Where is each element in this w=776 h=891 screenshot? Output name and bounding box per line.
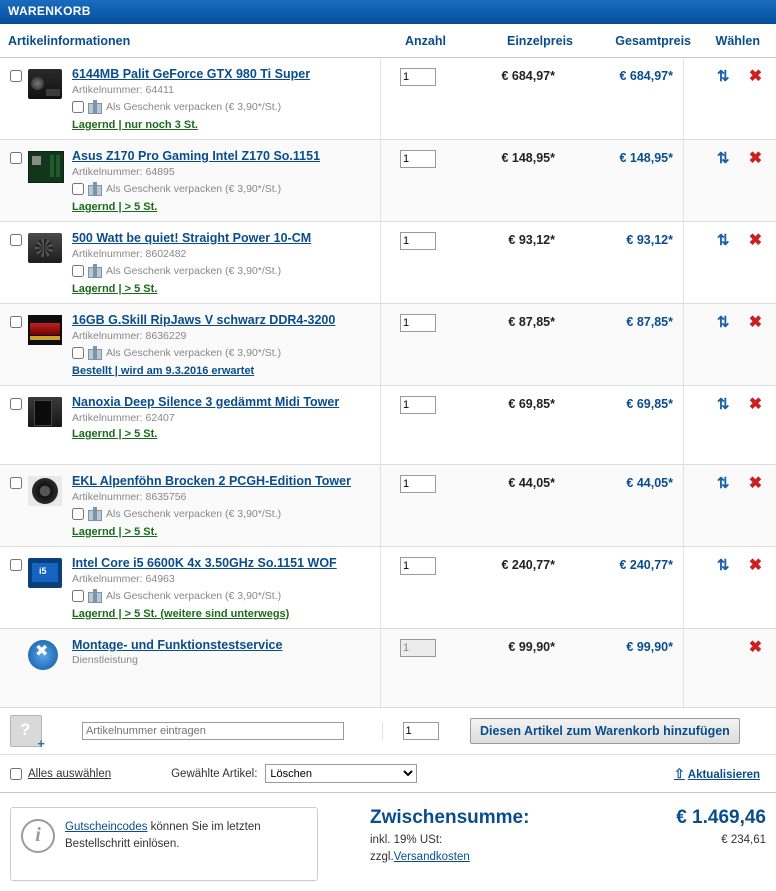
row-actions-cell — [683, 547, 776, 628]
quantity-input[interactable] — [400, 150, 436, 168]
delete-item-icon[interactable]: ✖ — [748, 639, 763, 656]
article-number: Artikelnummer: 64895 — [72, 166, 175, 178]
add-article-qty-cell — [382, 722, 458, 740]
product-name-link[interactable]: 6144MB Palit GeForce GTX 980 Ti Super — [72, 67, 311, 81]
update-quantity-icon[interactable]: ⇅ — [716, 557, 730, 574]
delete-item-icon[interactable]: ✖ — [748, 475, 763, 492]
selection-bar — [0, 755, 776, 793]
quantity-cell — [380, 304, 455, 385]
quantity-input[interactable] — [400, 68, 436, 86]
quantity-input[interactable] — [400, 232, 436, 250]
gift-wrap-label: Als Geschenk verpacken (€ 3,90*/St.) — [106, 183, 282, 195]
add-article-qty-input[interactable] — [403, 722, 439, 740]
row-select-checkbox[interactable] — [10, 234, 22, 246]
gift-icon — [88, 346, 102, 360]
quantity-cell — [380, 547, 455, 628]
article-number: Artikelnummer: 8636229 — [72, 330, 187, 342]
update-quantity-icon[interactable]: ⇅ — [716, 68, 730, 85]
subtotal-value: € 1.469,46 — [676, 807, 766, 828]
total-price: € 69,85* — [626, 397, 673, 411]
table-row — [0, 547, 776, 629]
stock-status[interactable]: Lagernd | nur noch 3 St. — [72, 119, 198, 131]
refresh-icon: ⇧ — [673, 765, 685, 781]
row-actions-cell — [683, 58, 776, 139]
refresh-cart-link[interactable] — [674, 766, 768, 782]
table-row — [0, 58, 776, 140]
vat-value: € 234,61 — [721, 834, 766, 846]
delete-item-icon[interactable]: ✖ — [748, 557, 763, 574]
total-price: € 148,95* — [619, 151, 673, 165]
product-name-link[interactable]: EKL Alpenföhn Brocken 2 PCGH-Edition Tower — [72, 474, 351, 488]
coupon-link[interactable]: Gutscheincodes — [65, 821, 148, 833]
product-image-cell — [28, 547, 72, 628]
product-name-link[interactable]: Asus Z170 Pro Gaming Intel Z170 So.1151 — [72, 149, 321, 163]
gift-wrap-checkbox[interactable] — [72, 347, 84, 359]
gift-wrap-checkbox[interactable] — [72, 265, 84, 277]
gift-wrap-checkbox[interactable] — [72, 590, 84, 602]
article-number: Artikelnummer: 64963 — [72, 573, 175, 585]
unit-price: € 240,77* — [501, 558, 555, 572]
row-select-cell — [0, 222, 28, 303]
total-price: € 240,77* — [619, 558, 673, 572]
table-row — [0, 304, 776, 386]
product-image-cell — [28, 629, 72, 707]
total-price: € 684,97* — [619, 69, 673, 83]
total-price: € 87,85* — [626, 315, 673, 329]
cart-footer — [0, 793, 776, 891]
total-price: € 93,12* — [626, 233, 673, 247]
product-image-cell — [28, 222, 72, 303]
table-row — [0, 386, 776, 465]
row-select-checkbox[interactable] — [10, 477, 22, 489]
quantity-cell — [380, 140, 455, 221]
summary-box — [318, 807, 766, 881]
add-article-row — [0, 708, 776, 755]
row-select-cell — [0, 304, 28, 385]
delete-item-icon[interactable]: ✖ — [748, 314, 763, 331]
product-thumbnail — [28, 233, 62, 263]
update-quantity-icon[interactable]: ⇅ — [716, 232, 730, 249]
stock-status[interactable]: Lagernd | > 5 St. — [72, 283, 158, 295]
shipping-prefix: zzgl. — [370, 851, 394, 863]
product-image-cell — [28, 140, 72, 221]
unit-price: € 44,05* — [508, 476, 555, 490]
table-row — [0, 140, 776, 222]
unit-price: € 87,85* — [508, 315, 555, 329]
coupon-text — [65, 819, 307, 852]
row-select-checkbox[interactable] — [10, 70, 22, 82]
subtotal-row — [370, 807, 766, 829]
quantity-cell — [380, 222, 455, 303]
gift-wrap-label: Als Geschenk verpacken (€ 3,90*/St.) — [106, 101, 282, 113]
product-name-link[interactable]: Nanoxia Deep Silence 3 gedämmt Midi Tower — [72, 395, 340, 409]
gift-wrap-label: Als Geschenk verpacken (€ 3,90*/St.) — [106, 508, 282, 520]
row-actions-cell — [683, 222, 776, 303]
cart-item-list — [0, 58, 776, 708]
gift-wrap-label: Als Geschenk verpacken (€ 3,90*/St.) — [106, 347, 282, 359]
add-article-input-cell — [20, 722, 382, 740]
product-name-link[interactable]: Montage- und Funktionstestservice — [72, 638, 283, 652]
column-header-select: Wählen — [715, 34, 760, 48]
product-info-cell — [72, 140, 380, 221]
quantity-input[interactable] — [400, 314, 436, 332]
product-info-cell — [72, 222, 380, 303]
unit-price: € 99,90* — [508, 640, 555, 654]
subtotal-label: Zwischensumme: — [370, 807, 530, 828]
refresh-label: Aktualisieren — [687, 768, 760, 781]
article-number: Artikelnummer: 8635756 — [72, 491, 187, 503]
product-thumbnail — [28, 397, 62, 427]
select-all-checkbox[interactable] — [10, 768, 22, 780]
coupon-info-box — [10, 807, 318, 881]
quantity-input[interactable] — [400, 475, 436, 493]
table-row — [0, 465, 776, 547]
row-select-cell — [0, 386, 28, 464]
row-select-cell — [0, 58, 28, 139]
quantity-cell — [380, 629, 455, 707]
gift-icon — [88, 100, 102, 114]
row-actions-cell — [683, 304, 776, 385]
article-number: Artikelnummer: 8602482 — [72, 248, 187, 260]
shipping-costs-link[interactable]: Versandkosten — [393, 851, 470, 863]
product-name-link[interactable]: 500 Watt be quiet! Straight Power 10-CM — [72, 231, 312, 245]
table-row — [0, 222, 776, 304]
row-select-checkbox[interactable] — [10, 398, 22, 410]
gift-wrap-option — [72, 100, 374, 114]
total-price: € 99,90* — [626, 640, 673, 654]
shipping-row — [370, 851, 766, 863]
stock-status[interactable]: Bestellt | wird am 9.3.2016 erwartet — [72, 365, 255, 377]
quantity-input[interactable] — [400, 396, 436, 414]
gift-icon — [88, 589, 102, 603]
page-title: WARENKORB — [0, 0, 776, 24]
chosen-items-label: Gewählte Artikel: — [171, 767, 258, 780]
row-select-cell — [0, 140, 28, 221]
product-thumbnail — [28, 315, 62, 345]
info-icon: i — [21, 819, 55, 853]
product-thumbnail — [28, 476, 62, 506]
add-to-cart-button[interactable]: Diesen Artikel zum Warenkorb hinzufügen — [470, 718, 740, 744]
unit-price: € 684,97* — [501, 69, 555, 83]
row-actions-cell — [683, 629, 776, 707]
total-price: € 44,05* — [626, 476, 673, 490]
select-all-label[interactable]: Alles auswählen — [28, 767, 112, 780]
product-image-cell — [28, 386, 72, 464]
product-image-cell — [28, 304, 72, 385]
gift-wrap-checkbox[interactable] — [72, 508, 84, 520]
gift-wrap-checkbox[interactable] — [72, 101, 84, 113]
product-image-cell — [28, 58, 72, 139]
row-select-cell — [0, 465, 28, 546]
row-select-checkbox[interactable] — [10, 152, 22, 164]
bulk-action-select[interactable] — [265, 764, 417, 783]
row-select-cell — [0, 629, 28, 707]
stock-status[interactable]: Lagernd | > 5 St. — [72, 428, 158, 440]
gift-wrap-option — [72, 182, 374, 196]
gift-wrap-checkbox[interactable] — [72, 183, 84, 195]
unit-price: € 148,95* — [501, 151, 555, 165]
column-header-unitprice: Einzelpreis — [507, 34, 573, 48]
article-number: Artikelnummer: 64411 — [72, 84, 174, 96]
article-number: Dienstleistung — [72, 654, 138, 666]
product-thumbnail — [28, 69, 62, 99]
gift-icon — [88, 507, 102, 521]
product-name-link[interactable]: 16GB G.Skill RipJaws V schwarz DDR4-3200 — [72, 313, 336, 327]
row-select-checkbox[interactable] — [10, 559, 22, 571]
gift-wrap-option — [72, 264, 374, 278]
delete-item-icon[interactable]: ✖ — [748, 396, 763, 413]
delete-item-icon[interactable]: ✖ — [748, 68, 763, 85]
gift-wrap-option — [72, 507, 374, 521]
vat-row — [370, 834, 766, 846]
update-quantity-icon[interactable]: ⇅ — [716, 396, 730, 413]
quantity-cell — [380, 386, 455, 464]
vat-label: inkl. 19% USt: — [370, 834, 443, 846]
coupon-text-rest: können Sie im letzten Bestellschritt einlösen. — [65, 821, 261, 850]
column-header-totalprice: Gesamtpreis — [615, 34, 691, 48]
quantity-cell — [380, 58, 455, 139]
update-quantity-icon[interactable]: ⇅ — [716, 314, 730, 331]
gift-icon — [88, 182, 102, 196]
gift-wrap-option — [72, 589, 374, 603]
unit-price: € 93,12* — [508, 233, 555, 247]
add-article-button-cell — [458, 718, 776, 744]
gift-icon — [88, 264, 102, 278]
gift-wrap-label: Als Geschenk verpacken (€ 3,90*/St.) — [106, 590, 282, 602]
quantity-input — [400, 639, 436, 657]
product-info-cell — [72, 58, 380, 139]
row-select-checkbox[interactable] — [10, 316, 22, 328]
delete-item-icon[interactable]: ✖ — [748, 232, 763, 249]
row-select-cell — [0, 547, 28, 628]
row-actions-cell — [683, 386, 776, 464]
gift-wrap-label: Als Geschenk verpacken (€ 3,90*/St.) — [106, 265, 282, 277]
column-header-info: Artikelinformationen — [8, 34, 131, 48]
update-quantity-icon[interactable]: ⇅ — [716, 150, 730, 167]
product-info-cell — [72, 304, 380, 385]
quantity-input[interactable] — [400, 557, 436, 575]
product-info-cell — [72, 465, 380, 546]
stock-status[interactable]: Lagernd | > 5 St. — [72, 201, 158, 213]
product-image-cell — [28, 465, 72, 546]
stock-status[interactable]: Lagernd | > 5 St. — [72, 526, 158, 538]
product-name-link[interactable]: Intel Core i5 6600K 4x 3.50GHz So.1151 WOF — [72, 556, 337, 570]
row-actions-cell — [683, 140, 776, 221]
product-thumbnail — [28, 640, 58, 670]
product-info-cell — [72, 386, 380, 464]
table-row — [0, 629, 776, 708]
column-header-qty: Anzahl — [405, 34, 446, 48]
update-quantity-icon[interactable]: ⇅ — [716, 475, 730, 492]
article-number: Artikelnummer: 62407 — [72, 412, 175, 424]
product-info-cell — [72, 547, 380, 628]
product-thumbnail — [28, 558, 62, 588]
unit-price: € 69,85* — [508, 397, 555, 411]
product-info-cell — [72, 629, 380, 707]
question-mark-icon: ? + — [10, 715, 42, 747]
product-thumbnail — [28, 151, 64, 183]
quantity-cell — [380, 465, 455, 546]
stock-status[interactable]: Lagernd | > 5 St. (weitere sind unterwegs) — [72, 608, 290, 620]
gift-wrap-option — [72, 346, 374, 360]
column-header-row — [0, 24, 776, 58]
article-number-input[interactable] — [82, 722, 344, 740]
row-actions-cell — [683, 465, 776, 546]
delete-item-icon[interactable]: ✖ — [748, 150, 763, 167]
